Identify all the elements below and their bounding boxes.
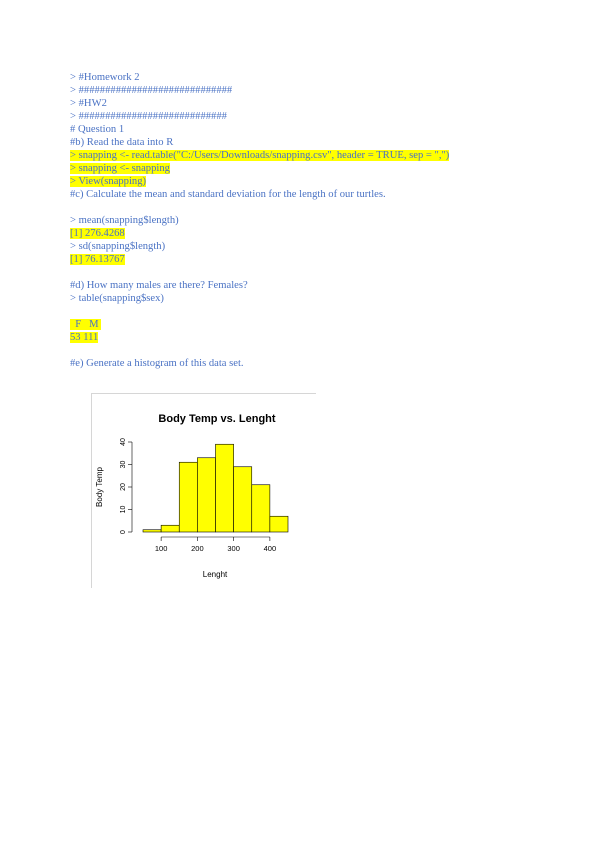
- histogram-chart: [92, 394, 316, 588]
- text-line: [70, 110, 540, 123]
- histogram-bar: [197, 458, 215, 532]
- line-text: > #Homework 2: [70, 72, 140, 83]
- highlighted-text: F M: [70, 319, 102, 330]
- text-line: [70, 292, 540, 305]
- text-line: [70, 357, 540, 370]
- line-text: > mean(snapping$length): [70, 215, 179, 226]
- line-text: #d) How many males are there? Females?: [70, 280, 248, 291]
- y-tick-label: 30: [120, 460, 127, 469]
- y-tick-label: 0: [120, 530, 127, 534]
- text-line: [70, 71, 540, 84]
- text-line: [70, 240, 540, 253]
- highlighted-text: > View(snapping): [70, 176, 147, 187]
- spacer: [70, 201, 540, 214]
- text-line: [70, 279, 540, 292]
- highlighted-text: 53 111: [70, 332, 99, 343]
- line-text: > table(snapping$sex): [70, 293, 164, 304]
- y-tick-label: 20: [120, 483, 127, 491]
- text-line: [70, 123, 540, 136]
- histogram-bar: [270, 516, 288, 532]
- histogram-bar: [161, 525, 179, 532]
- text-line: [70, 136, 540, 149]
- chart-title: Body Temp vs. Lenght: [158, 413, 276, 425]
- text-line: [70, 149, 540, 162]
- code-block-counts: [70, 318, 540, 344]
- highlighted-text: > snapping <- snapping: [70, 163, 170, 174]
- line-text: > #############################: [70, 85, 233, 96]
- line-text: > sd(snapping$length): [70, 241, 166, 252]
- text-line: [70, 97, 540, 110]
- code-block-question-e: [70, 357, 540, 370]
- text-line: [70, 331, 540, 344]
- spacer: [70, 305, 540, 318]
- text-line: [70, 318, 540, 331]
- x-axis-label: Lenght: [202, 570, 228, 579]
- text-line: [70, 227, 540, 240]
- text-line: [70, 214, 540, 227]
- highlighted-text: [1] 76.13767: [70, 254, 125, 265]
- line-text: > #HW2: [70, 98, 107, 109]
- code-block-header: [70, 71, 540, 201]
- text-line: [70, 188, 540, 201]
- code-block-table: [70, 279, 540, 305]
- y-tick-label: 10: [120, 505, 127, 514]
- line-text: #c) Calculate the mean and standard deviation for the length of our turtles.: [70, 189, 386, 200]
- document-body: [70, 71, 540, 370]
- bars-group: [143, 444, 288, 532]
- x-tick-label: 100: [154, 544, 168, 553]
- highlighted-text: [1] 276.4268: [70, 228, 125, 239]
- text-line: [70, 84, 540, 97]
- line-text: #e) Generate a histogram of this data set.: [70, 358, 244, 369]
- line-text: #b) Read the data into R: [70, 137, 174, 148]
- histogram-bar: [216, 444, 234, 532]
- y-axis-label: Body Temp: [95, 467, 104, 507]
- histogram-bar: [179, 462, 197, 532]
- histogram-figure: [91, 393, 316, 588]
- x-tick-label: 200: [191, 544, 204, 553]
- x-tick-label: 300: [227, 544, 240, 553]
- code-block-stats: [70, 214, 540, 266]
- line-text: > ############################: [70, 111, 227, 122]
- text-line: [70, 253, 540, 266]
- histogram-bar: [143, 530, 161, 532]
- spacer: [70, 344, 540, 357]
- histogram-bar: [252, 485, 270, 532]
- text-line: [70, 175, 540, 188]
- spacer: [70, 266, 540, 279]
- text-line: [70, 162, 540, 175]
- y-tick-label: 40: [120, 438, 127, 446]
- x-tick-label: 400: [263, 544, 277, 553]
- histogram-bar: [234, 467, 252, 532]
- line-text: # Question 1: [70, 124, 125, 135]
- highlighted-text: > snapping <- read.table("C:/Users/Downloads/snapping.csv", header = TRUE, sep = ","): [70, 150, 450, 161]
